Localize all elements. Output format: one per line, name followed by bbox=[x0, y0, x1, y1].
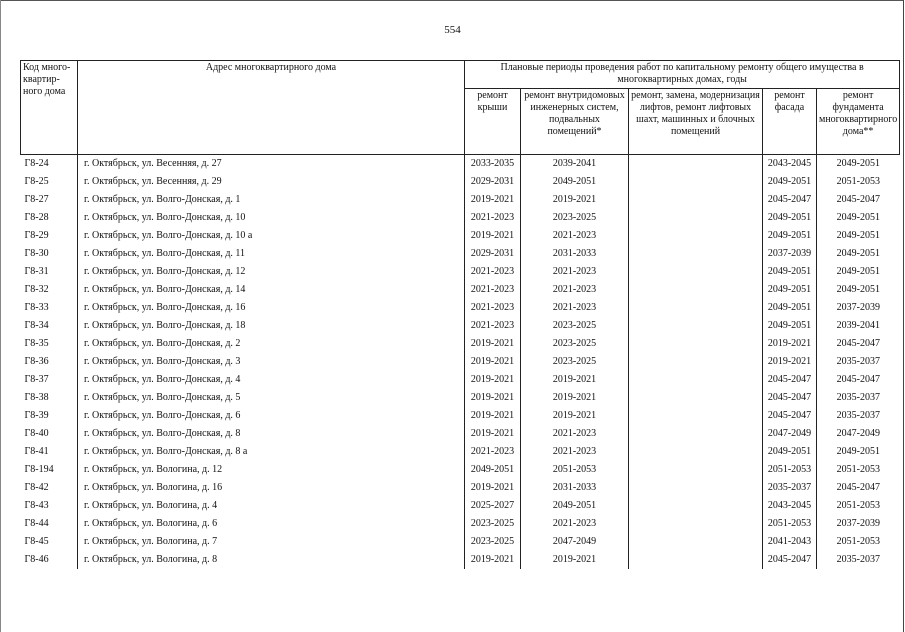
cell-address: г. Октябрьск, ул. Волго-Донская, д. 10 а bbox=[78, 227, 465, 245]
cell-address: г. Октябрьск, ул. Вологина, д. 6 bbox=[78, 515, 465, 533]
table-row bbox=[21, 407, 900, 425]
cell-foundation: 2049-2051 bbox=[817, 443, 900, 461]
cell-foundation: 2045-2047 bbox=[817, 335, 900, 353]
cell-facade: 2049-2051 bbox=[763, 299, 817, 317]
table-row bbox=[21, 155, 900, 174]
cell-facade: 2049-2051 bbox=[763, 209, 817, 227]
cell-systems: 2051-2053 bbox=[521, 461, 629, 479]
table-row bbox=[21, 317, 900, 335]
cell-roof: 2029-2031 bbox=[465, 245, 521, 263]
cell-address: г. Октябрьск, ул. Волго-Донская, д. 6 bbox=[78, 407, 465, 425]
table-row bbox=[21, 479, 900, 497]
cell-foundation: 2045-2047 bbox=[817, 191, 900, 209]
header-facade: ремонт фасада bbox=[763, 89, 817, 155]
cell-address: г. Октябрьск, ул. Вологина, д. 4 bbox=[78, 497, 465, 515]
cell-roof: 2021-2023 bbox=[465, 209, 521, 227]
cell-roof: 2019-2021 bbox=[465, 389, 521, 407]
cell-address: г. Октябрьск, ул. Вологина, д. 7 bbox=[78, 533, 465, 551]
cell-roof: 2019-2021 bbox=[465, 335, 521, 353]
cell-address: г. Октябрьск, ул. Волго-Донская, д. 5 bbox=[78, 389, 465, 407]
cell-systems: 2023-2025 bbox=[521, 317, 629, 335]
cell-address: г. Октябрьск, ул. Волго-Донская, д. 16 bbox=[78, 299, 465, 317]
cell-facade: 2045-2047 bbox=[763, 407, 817, 425]
cell-facade: 2045-2047 bbox=[763, 371, 817, 389]
cell-systems: 2049-2051 bbox=[521, 173, 629, 191]
table-row bbox=[21, 425, 900, 443]
cell-facade: 2045-2047 bbox=[763, 191, 817, 209]
cell-facade: 2049-2051 bbox=[763, 281, 817, 299]
cell-roof: 2019-2021 bbox=[465, 425, 521, 443]
cell-code: Г8-28 bbox=[24, 212, 49, 223]
cell-code: Г8-32 bbox=[24, 284, 49, 295]
cell-foundation: 2035-2037 bbox=[817, 389, 900, 407]
cell-systems: 2019-2021 bbox=[521, 389, 629, 407]
cell-lifts bbox=[629, 317, 763, 335]
cell-code: Г8-44 bbox=[24, 518, 49, 529]
cell-address: г. Октябрьск, ул. Волго-Донская, д. 2 bbox=[78, 335, 465, 353]
cell-facade: 2019-2021 bbox=[763, 335, 817, 353]
cell-foundation: 2039-2041 bbox=[817, 317, 900, 335]
table-row bbox=[21, 245, 900, 263]
cell-lifts bbox=[629, 407, 763, 425]
cell-roof: 2019-2021 bbox=[465, 551, 521, 569]
page-number: 554 bbox=[444, 24, 461, 36]
table-row bbox=[21, 173, 900, 191]
cell-lifts bbox=[629, 533, 763, 551]
cell-code: Г8-31 bbox=[24, 266, 49, 277]
cell-code: Г8-46 bbox=[24, 554, 49, 565]
cell-systems: 2039-2041 bbox=[521, 155, 629, 174]
cell-lifts bbox=[629, 497, 763, 515]
cell-lifts bbox=[629, 209, 763, 227]
page-left-border bbox=[0, 0, 1, 632]
cell-address: г. Октябрьск, ул. Волго-Донская, д. 8 bbox=[78, 425, 465, 443]
cell-address: г. Октябрьск, ул. Волго-Донская, д. 8 а bbox=[78, 443, 465, 461]
cell-address: г. Октябрьск, ул. Волго-Донская, д. 1 bbox=[78, 191, 465, 209]
cell-code: Г8-36 bbox=[24, 356, 49, 367]
cell-address: г. Октябрьск, ул. Вологина, д. 12 bbox=[78, 461, 465, 479]
cell-code: Г8-24 bbox=[24, 158, 49, 169]
cell-foundation: 2037-2039 bbox=[817, 515, 900, 533]
cell-lifts bbox=[629, 155, 763, 174]
cell-roof: 2019-2021 bbox=[465, 407, 521, 425]
cell-facade: 2043-2045 bbox=[763, 497, 817, 515]
cell-foundation: 2045-2047 bbox=[817, 479, 900, 497]
cell-facade: 2049-2051 bbox=[763, 317, 817, 335]
cell-systems: 2031-2033 bbox=[521, 479, 629, 497]
cell-foundation: 2049-2051 bbox=[817, 209, 900, 227]
table-row bbox=[21, 443, 900, 461]
cell-roof: 2021-2023 bbox=[465, 299, 521, 317]
cell-roof: 2019-2021 bbox=[465, 191, 521, 209]
cell-foundation: 2049-2051 bbox=[817, 155, 900, 174]
cell-systems: 2019-2021 bbox=[521, 407, 629, 425]
table-header bbox=[21, 61, 900, 155]
cell-foundation: 2051-2053 bbox=[817, 533, 900, 551]
cell-code: Г8-38 bbox=[24, 392, 49, 403]
table-row bbox=[21, 551, 900, 569]
cell-address: г. Октябрьск, ул. Вологина, д. 8 bbox=[78, 551, 465, 569]
cell-facade: 2051-2053 bbox=[763, 515, 817, 533]
cell-foundation: 2049-2051 bbox=[817, 263, 900, 281]
cell-facade: 2041-2043 bbox=[763, 533, 817, 551]
cell-lifts bbox=[629, 299, 763, 317]
cell-facade: 2049-2051 bbox=[763, 443, 817, 461]
cell-code: Г8-41 bbox=[24, 446, 49, 457]
cell-foundation: 2045-2047 bbox=[817, 371, 900, 389]
cell-roof: 2019-2021 bbox=[465, 479, 521, 497]
table-row bbox=[21, 515, 900, 533]
cell-facade: 2049-2051 bbox=[763, 227, 817, 245]
cell-roof: 2019-2021 bbox=[465, 371, 521, 389]
cell-code: Г8-33 bbox=[24, 302, 49, 313]
cell-code: Г8-43 bbox=[24, 500, 49, 511]
cell-foundation: 2051-2053 bbox=[817, 461, 900, 479]
cell-address: г. Октябрьск, ул. Волго-Донская, д. 11 bbox=[78, 245, 465, 263]
table-row bbox=[21, 389, 900, 407]
cell-lifts bbox=[629, 227, 763, 245]
cell-roof: 2023-2025 bbox=[465, 533, 521, 551]
cell-lifts bbox=[629, 245, 763, 263]
cell-lifts bbox=[629, 191, 763, 209]
table-row bbox=[21, 191, 900, 209]
cell-code: Г8-30 bbox=[24, 248, 49, 259]
cell-facade: 2045-2047 bbox=[763, 551, 817, 569]
page-top-border bbox=[0, 0, 903, 1]
header-address: Адрес многоквартирного дома bbox=[78, 61, 465, 155]
cell-facade: 2037-2039 bbox=[763, 245, 817, 263]
cell-code: Г8-27 bbox=[24, 194, 49, 205]
cell-facade: 2035-2037 bbox=[763, 479, 817, 497]
cell-roof: 2021-2023 bbox=[465, 317, 521, 335]
cell-lifts bbox=[629, 263, 763, 281]
table-row bbox=[21, 209, 900, 227]
cell-facade: 2019-2021 bbox=[763, 353, 817, 371]
cell-roof: 2021-2023 bbox=[465, 281, 521, 299]
cell-code: Г8-194 bbox=[24, 464, 54, 475]
cell-systems: 2021-2023 bbox=[521, 299, 629, 317]
cell-lifts bbox=[629, 281, 763, 299]
cell-systems: 2023-2025 bbox=[521, 335, 629, 353]
header-systems: ремонт внутридомовых инженерных систем, подвальных помещений* bbox=[521, 89, 629, 155]
cell-facade: 2049-2051 bbox=[763, 263, 817, 281]
cell-systems: 2047-2049 bbox=[521, 533, 629, 551]
cell-lifts bbox=[629, 353, 763, 371]
cell-lifts bbox=[629, 551, 763, 569]
table-row bbox=[21, 371, 900, 389]
table-row bbox=[21, 353, 900, 371]
table-row bbox=[21, 227, 900, 245]
cell-address: г. Октябрьск, ул. Весенняя, д. 29 bbox=[78, 173, 465, 191]
cell-facade: 2049-2051 bbox=[763, 173, 817, 191]
cell-roof: 2019-2021 bbox=[465, 353, 521, 371]
table-row bbox=[21, 263, 900, 281]
cell-roof: 2025-2027 bbox=[465, 497, 521, 515]
cell-systems: 2019-2021 bbox=[521, 191, 629, 209]
cell-roof: 2033-2035 bbox=[465, 155, 521, 174]
cell-systems: 2021-2023 bbox=[521, 281, 629, 299]
cell-roof: 2021-2023 bbox=[465, 263, 521, 281]
cell-code: Г8-29 bbox=[24, 230, 49, 241]
cell-code: Г8-25 bbox=[24, 176, 49, 187]
cell-code: Г8-42 bbox=[24, 482, 49, 493]
cell-facade: 2045-2047 bbox=[763, 389, 817, 407]
cell-code: Г8-34 bbox=[24, 320, 49, 331]
cell-facade: 2047-2049 bbox=[763, 425, 817, 443]
cell-lifts bbox=[629, 425, 763, 443]
cell-code: Г8-39 bbox=[24, 410, 49, 421]
cell-systems: 2019-2021 bbox=[521, 371, 629, 389]
cell-roof: 2049-2051 bbox=[465, 461, 521, 479]
cell-systems: 2049-2051 bbox=[521, 497, 629, 515]
repair-schedule-table bbox=[20, 60, 900, 569]
cell-systems: 2031-2033 bbox=[521, 245, 629, 263]
cell-address: г. Октябрьск, ул. Волго-Донская, д. 14 bbox=[78, 281, 465, 299]
cell-foundation: 2035-2037 bbox=[817, 551, 900, 569]
cell-address: г. Октябрьск, ул. Волго-Донская, д. 4 bbox=[78, 371, 465, 389]
cell-systems: 2023-2025 bbox=[521, 353, 629, 371]
cell-systems: 2021-2023 bbox=[521, 425, 629, 443]
cell-roof: 2019-2021 bbox=[465, 227, 521, 245]
cell-foundation: 2049-2051 bbox=[817, 245, 900, 263]
cell-foundation: 2035-2037 bbox=[817, 353, 900, 371]
cell-foundation: 2049-2051 bbox=[817, 281, 900, 299]
table-row bbox=[21, 335, 900, 353]
cell-code: Г8-40 bbox=[24, 428, 49, 439]
header-periods: Плановые периоды проведения работ по капитальному ремонту общего имущества в многоквартирных домах, годы bbox=[465, 61, 900, 89]
cell-lifts bbox=[629, 479, 763, 497]
cell-address: г. Октябрьск, ул. Вологина, д. 16 bbox=[78, 479, 465, 497]
table-row bbox=[21, 281, 900, 299]
table-row bbox=[21, 497, 900, 515]
cell-address: г. Октябрьск, ул. Волго-Донская, д. 18 bbox=[78, 317, 465, 335]
cell-foundation: 2047-2049 bbox=[817, 425, 900, 443]
cell-address: г. Октябрьск, ул. Весенняя, д. 27 bbox=[78, 155, 465, 174]
cell-code: Г8-37 bbox=[24, 374, 49, 385]
cell-roof: 2023-2025 bbox=[465, 515, 521, 533]
cell-facade: 2051-2053 bbox=[763, 461, 817, 479]
cell-facade: 2043-2045 bbox=[763, 155, 817, 174]
cell-address: г. Октябрьск, ул. Волго-Донская, д. 10 bbox=[78, 209, 465, 227]
header-foundation: ремонт фундамента многоквартирного дома** bbox=[817, 89, 900, 155]
header-lifts: ремонт, замена, модернизация лифтов, ремонт лифтовых шахт, машинных и блочных помещений bbox=[629, 89, 763, 155]
cell-address: г. Октябрьск, ул. Волго-Донская, д. 12 bbox=[78, 263, 465, 281]
cell-code: Г8-35 bbox=[24, 338, 49, 349]
header-roof: ремонт крыши bbox=[465, 89, 521, 155]
cell-roof: 2021-2023 bbox=[465, 443, 521, 461]
header-code: Код много-квартир-ного дома bbox=[21, 61, 78, 155]
cell-foundation: 2035-2037 bbox=[817, 407, 900, 425]
cell-systems: 2021-2023 bbox=[521, 227, 629, 245]
table-row bbox=[21, 461, 900, 479]
cell-lifts bbox=[629, 461, 763, 479]
cell-systems: 2021-2023 bbox=[521, 443, 629, 461]
cell-code: Г8-45 bbox=[24, 536, 49, 547]
cell-lifts bbox=[629, 443, 763, 461]
table-row bbox=[21, 533, 900, 551]
cell-systems: 2019-2021 bbox=[521, 551, 629, 569]
table-body bbox=[21, 155, 900, 570]
page-right-border bbox=[903, 0, 904, 632]
cell-systems: 2021-2023 bbox=[521, 515, 629, 533]
cell-roof: 2029-2031 bbox=[465, 173, 521, 191]
cell-lifts bbox=[629, 335, 763, 353]
cell-foundation: 2037-2039 bbox=[817, 299, 900, 317]
cell-lifts bbox=[629, 389, 763, 407]
cell-address: г. Октябрьск, ул. Волго-Донская, д. 3 bbox=[78, 353, 465, 371]
cell-foundation: 2051-2053 bbox=[817, 497, 900, 515]
cell-lifts bbox=[629, 173, 763, 191]
cell-systems: 2021-2023 bbox=[521, 263, 629, 281]
cell-lifts bbox=[629, 515, 763, 533]
cell-lifts bbox=[629, 371, 763, 389]
cell-foundation: 2049-2051 bbox=[817, 227, 900, 245]
cell-systems: 2023-2025 bbox=[521, 209, 629, 227]
table-row bbox=[21, 299, 900, 317]
cell-foundation: 2051-2053 bbox=[817, 173, 900, 191]
